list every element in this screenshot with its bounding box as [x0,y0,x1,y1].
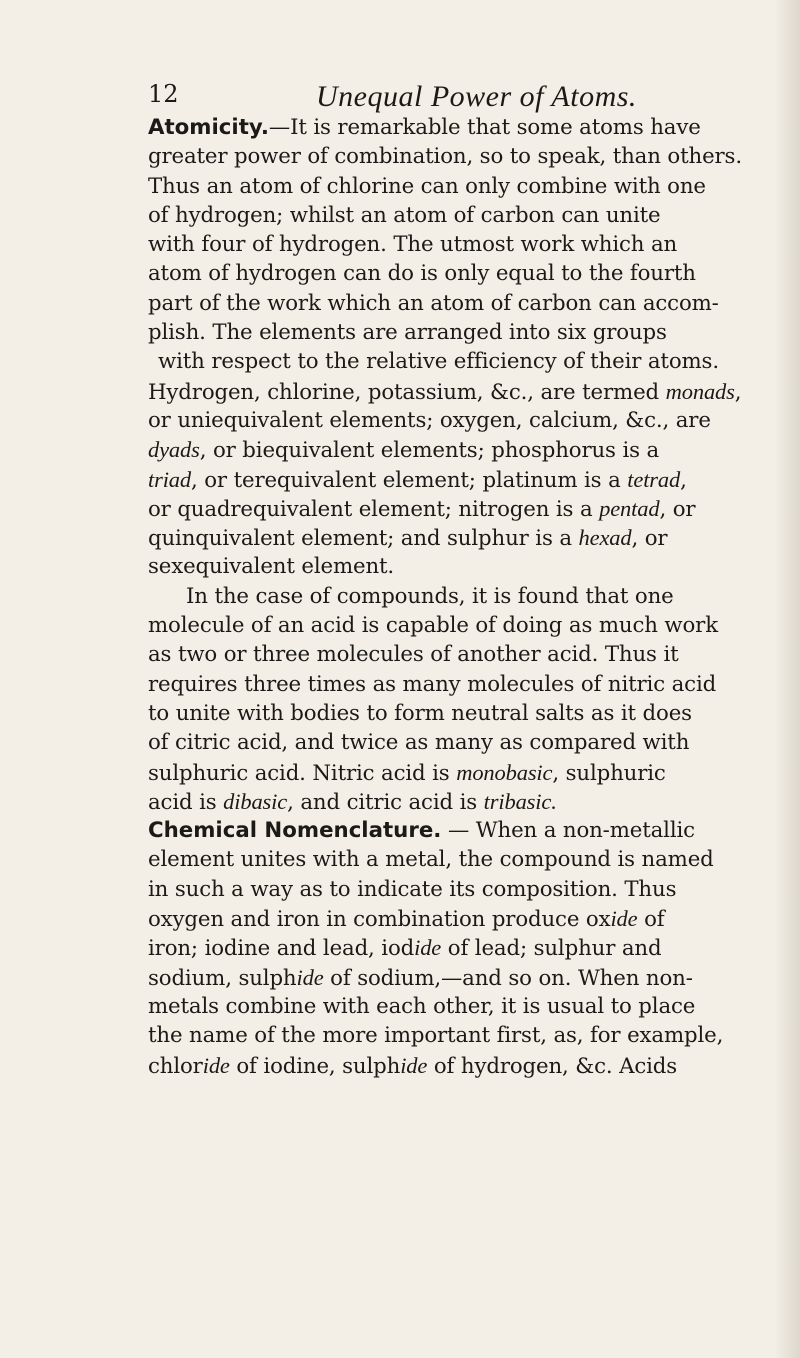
page-number: 12 [148,80,179,108]
italic-term: ide [296,964,324,990]
text-line [148,963,780,992]
text-run: , or [631,526,668,552]
text-line [148,904,780,933]
text-line [148,992,780,1021]
italic-term: pentad [599,495,660,521]
text-line [148,465,780,494]
text-run: — When a non-metallic [441,818,695,844]
text-line [148,582,780,611]
text-run: sodium, sulph [148,965,297,991]
italic-term: hexad [578,525,632,551]
text-run: plish. The elements are arranged into six groups [148,320,667,346]
text-run: , and citric acid is [287,789,484,815]
text-run: or uniequivalent elements; oxygen, calcium, &c., are [148,407,711,433]
text-run: part of the work which an atom of carbon can accom- [148,290,719,316]
italic-term: dibasic [223,788,288,814]
text-run: the name of the more important first, as, for example, [148,1023,724,1049]
text-run: sulphuric acid. Nitric acid is [148,760,457,786]
text-line [148,435,780,464]
text-run: , sulphuric [552,760,666,786]
text-line [148,611,780,640]
text-run: Hydrogen, chlorine, potassium, &c., are termed [148,379,666,405]
section-heading: Atomicity. [148,115,269,140]
text-line [148,640,780,669]
text-line [148,845,780,874]
text-line [148,142,780,171]
section-heading: Chemical Nomenclature. [148,818,442,844]
text-run: with four of hydrogen. The utmost work which an [148,232,678,258]
text-run: In the case of compounds, it is found that one [186,583,674,609]
text-run: as two or three molecules of another acid. Thus it [148,642,679,668]
text-line [148,259,780,288]
text-line [148,347,780,376]
italic-term: tetrad [627,466,681,492]
italic-term: tribasic. [483,788,557,814]
italic-term: ide [610,906,638,932]
text-line [148,1051,780,1080]
text-run: requires three times as many molecules of nitric acid [148,671,717,697]
text-run: molecule of an acid is capable of doing as much work [148,613,718,639]
text-run: , or biequivalent elements; phosphorus is a [199,438,660,464]
text-run: quinquivalent element; and sulphur is a [148,526,579,552]
text-line [148,875,780,904]
text-run: of hydrogen, &c. Acids [427,1053,678,1079]
text-run: —It is remarkable that some atoms have [268,115,701,140]
text-run: chlor [148,1053,203,1079]
text-run: iron; iodine and lead, iod [148,936,415,962]
text-run: , [734,379,742,405]
text-line [148,816,780,845]
text-run: of [637,907,665,933]
text-line [148,523,780,552]
text-line [148,699,780,728]
text-run: , or [659,496,696,522]
text-run: oxygen and iron in combination produce ox [148,907,611,933]
text-run: with respect to the relative efficiency of their atoms. [158,349,719,375]
text-line [148,787,780,816]
text-line [148,1021,780,1050]
text-run: of lead; sulphur and [441,936,662,962]
text-line [148,289,780,318]
text-run: greater power of combination, so to speak, than others. [148,144,742,170]
text-line [148,933,780,962]
text-line [148,318,780,347]
text-line [148,172,780,201]
text-run: in such a way as to indicate its composition. Thus [148,876,677,902]
text-run: atom of hydrogen can do is only equal to the fourth [148,261,696,287]
text-run: metals combine with each other, it is usual to place [148,993,696,1019]
running-title: Unequal Power of Atoms. [316,80,637,113]
italic-term: ide [202,1052,230,1078]
text-line [148,758,780,787]
text-run: of citric acid, and twice as many as compared with [148,730,690,756]
italic-term: ide [400,1052,428,1078]
text-line [148,406,780,435]
text-line [148,552,780,581]
text-run: , or terequivalent element; platinum is a [191,467,628,493]
text-run: , [680,467,687,493]
text-line [148,377,780,406]
italic-term: monobasic [456,759,553,785]
text-run: acid is [148,789,224,815]
italic-term: ide [414,935,442,961]
text-run: sexequivalent element. [148,554,395,580]
italic-term: dyads [148,437,200,463]
text-run: of sodium,—and so on. When non- [323,965,693,991]
text-line [148,201,780,230]
body-text [148,113,780,1080]
text-run: of iodine, sulph [229,1053,401,1079]
text-line [148,670,780,699]
italic-term: monads [665,378,735,404]
text-line [148,728,780,757]
text-run: Thus an atom of chlorine can only combine with one [148,173,706,199]
text-run: of hydrogen; whilst an atom of carbon can unite [148,202,661,228]
text-run: to unite with bodies to form neutral salts as it does [148,700,692,726]
text-run: or quadrequivalent element; nitrogen is a [148,496,600,522]
text-line [148,113,780,142]
italic-term: triad [148,466,192,492]
text-line [148,494,780,523]
text-line [148,230,780,259]
text-run: element unites with a metal, the compound is named [148,847,714,873]
